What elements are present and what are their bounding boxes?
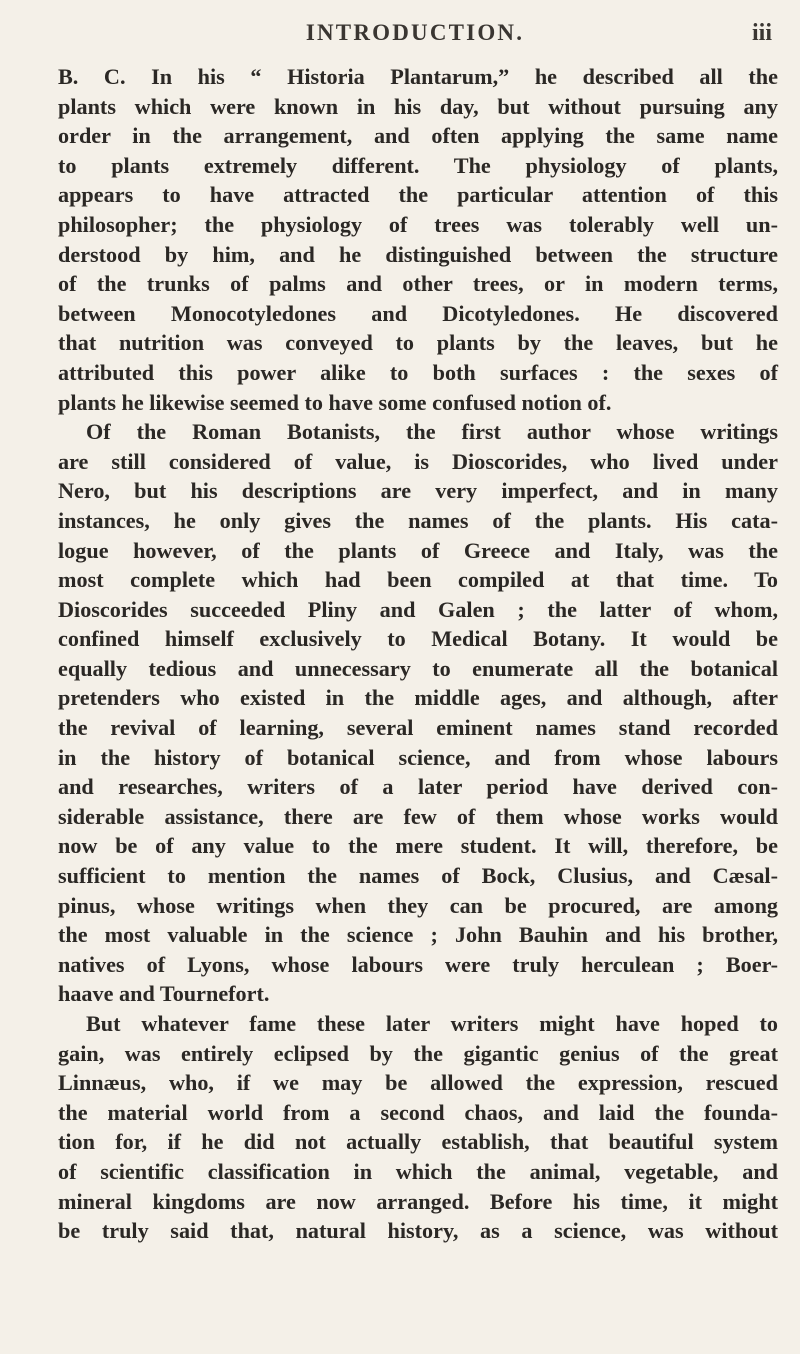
text-line: that nutrition was conveyed to plants by the leaves, but he [58, 330, 778, 356]
text-line: confined himself exclusively to Medical Botany. It would be [58, 626, 778, 652]
text-line: attributed this power alike to both surfaces : the sexes of [58, 359, 778, 385]
text-line: plants which were known in his day, but without pursuing any [58, 93, 778, 119]
text-line: natives of Lyons, whose labours were truly herculean ; Boer- [58, 951, 778, 977]
text-line: be truly said that, natural history, as a science, was without [58, 1218, 778, 1244]
text-line: tion for, if he did not actually establish, that beautiful system [58, 1129, 778, 1155]
text-line: of scientific classification in which the animal, vegetable, and [58, 1158, 778, 1184]
page-number: iii [751, 20, 772, 46]
running-head [58, 20, 772, 50]
running-title: INTRODUCTION. [305, 20, 525, 45]
text-line: order in the arrangement, and often applying the same name [58, 123, 778, 149]
text-line: are still considered of value, is Dioscorides, who lived under [58, 448, 778, 474]
text-line: B. C. In his “ Historia Plantarum,” he described all the [58, 64, 778, 89]
text-line: Nero, but his descriptions are very imperfect, and in many [58, 478, 778, 504]
text-line: equally tedious and unnecessary to enumerate all the botanical [58, 655, 778, 681]
text-line: sufficient to mention the names of Bock, Clusius, and Cæsal- [58, 863, 778, 889]
text-line: pinus, whose writings when they can be procured, are among [58, 892, 778, 918]
text-line: Dioscorides succeeded Pliny and Galen ; the latter of whom, [58, 596, 778, 622]
text-line: gain, was entirely eclipsed by the gigantic genius of the great [58, 1040, 778, 1066]
text-line: most complete which had been compiled at that time. To [58, 567, 778, 593]
text-line: in the history of botanical science, and from whose labours [58, 744, 778, 770]
text-line: the most valuable in the science ; John Bauhin and his brother, [58, 922, 778, 948]
text-line: Of the Roman Botanists, the first author whose writings [86, 419, 778, 445]
text-line: to plants extremely different. The physiology of plants, [58, 152, 778, 178]
text-line: the revival of learning, several eminent names stand recorded [58, 715, 778, 741]
text-line: haave and Tournefort. [58, 981, 270, 1007]
text-line: of the trunks of palms and other trees, or in modern terms, [58, 271, 778, 297]
text-line: appears to have attracted the particular attention of this [58, 182, 778, 208]
text-line: philosopher; the physiology of trees was tolerably well un- [58, 211, 778, 237]
text-line: logue however, of the plants of Greece and Italy, was the [58, 537, 778, 563]
text-line: and researches, writers of a later period have derived con- [58, 774, 778, 800]
body-text [58, 62, 778, 1246]
text-line: mineral kingdoms are now arranged. Before his time, it might [58, 1188, 778, 1214]
text-line: derstood by him, and he distinguished between the structure [58, 241, 778, 267]
text-line: pretenders who existed in the middle ages, and although, after [58, 685, 778, 711]
text-line: siderable assistance, there are few of them whose works would [58, 803, 778, 829]
text-line: But whatever fame these later writers might have hoped to [86, 1011, 778, 1036]
text-line: plants he likewise seemed to have some confused notion of. [58, 389, 612, 415]
text-line: between Monocotyledones and Dicotyledones. He discovered [58, 300, 778, 326]
text-line: instances, he only gives the names of the plants. His cata- [58, 507, 778, 533]
text-line: the material world from a second chaos, and laid the founda- [58, 1099, 778, 1125]
text-line: now be of any value to the mere student. It will, therefore, be [58, 833, 778, 859]
text-line: Linnæus, who, if we may be allowed the expression, rescued [58, 1070, 778, 1096]
